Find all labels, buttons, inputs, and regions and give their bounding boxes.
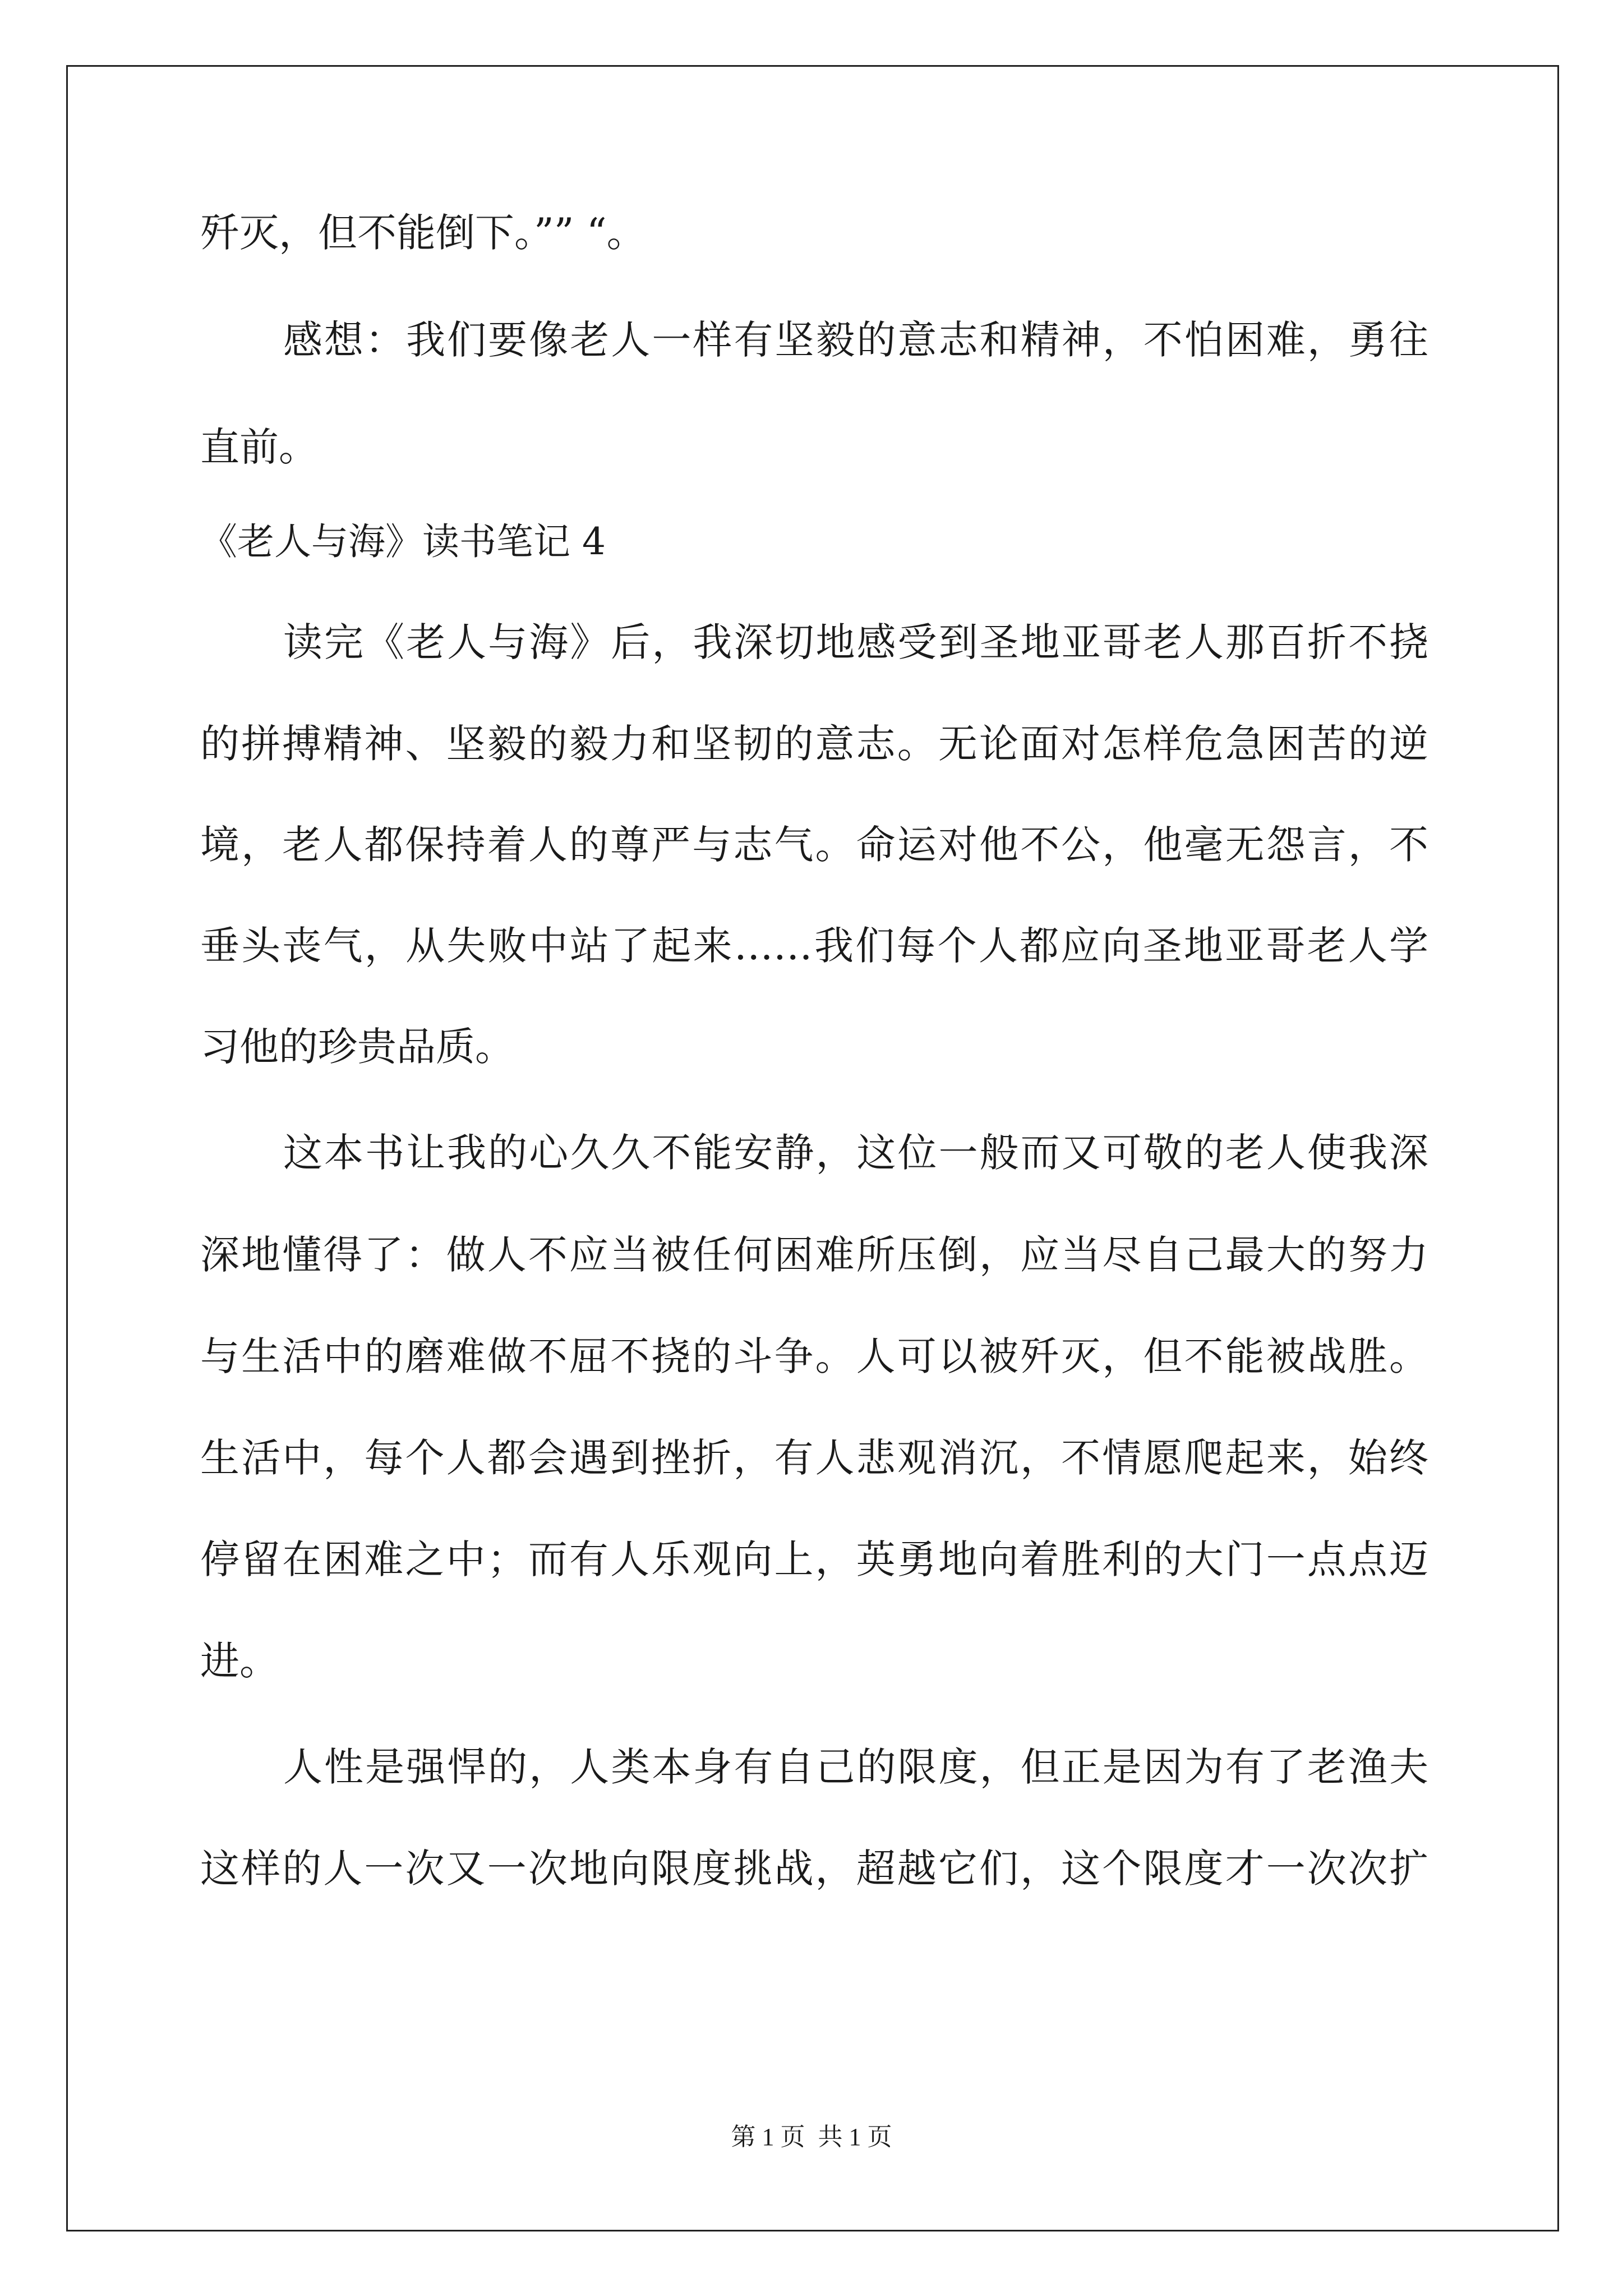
paragraph-first-line: 人性是强悍的，人类本身有自己的限度，但正是因为有了老渔夫 — [283, 1744, 1428, 1790]
text-line: 生活中，每个人都会遇到挫折，有人悲观消沉，不情愿爬起来，始终 — [200, 1435, 1428, 1481]
paragraph-first-line: 这本书让我的心久久不能安静，这位一般而又可敬的老人使我深 — [283, 1130, 1428, 1176]
text-line: 深地懂得了：做人不应当被任何困难所压倒，应当尽自己最大的努力 — [200, 1232, 1428, 1278]
text-line: 直前。 — [200, 424, 318, 470]
text-line: 境，老人都保持着人的尊严与志气。命运对他不公，他毫无怨言，不 — [200, 822, 1428, 868]
page-total: 共 1 页 — [818, 2123, 892, 2151]
text-line: 停留在困难之中；而有人乐观向上，英勇地向着胜利的大门一点点迈 — [200, 1536, 1428, 1582]
page-number: 第 1 页 — [731, 2123, 805, 2151]
text-line: 的拼搏精神、坚毅的毅力和坚韧的意志。无论面对怎样危急困苦的逆 — [200, 721, 1428, 767]
text-line: 习他的珍贵品质。 — [200, 1024, 514, 1070]
text-line: 进。 — [200, 1638, 279, 1684]
text-line: 这样的人一次又一次地向限度挑战，超越它们，这个限度才一次次扩 — [200, 1846, 1428, 1892]
paragraph-first-line: 感想：我们要像老人一样有坚毅的意志和精神，不怕困难，勇往 — [283, 317, 1428, 363]
text-line: 与生活中的磨难做不屈不挠的斗争。人可以被歼灭，但不能被战胜。 — [200, 1333, 1428, 1379]
section-heading: 《老人与海》读书笔记 4 — [200, 520, 606, 563]
text-line: 歼灭，但不能倒下。”” “。 — [200, 210, 646, 256]
text-line: 垂头丧气，从失败中站了起来……我们每个人都应向圣地亚哥老人学 — [200, 923, 1428, 969]
paragraph-first-line: 读完《老人与海》后，我深切地感受到圣地亚哥老人那百折不挠 — [283, 619, 1428, 665]
page-footer — [0, 2120, 1623, 2154]
